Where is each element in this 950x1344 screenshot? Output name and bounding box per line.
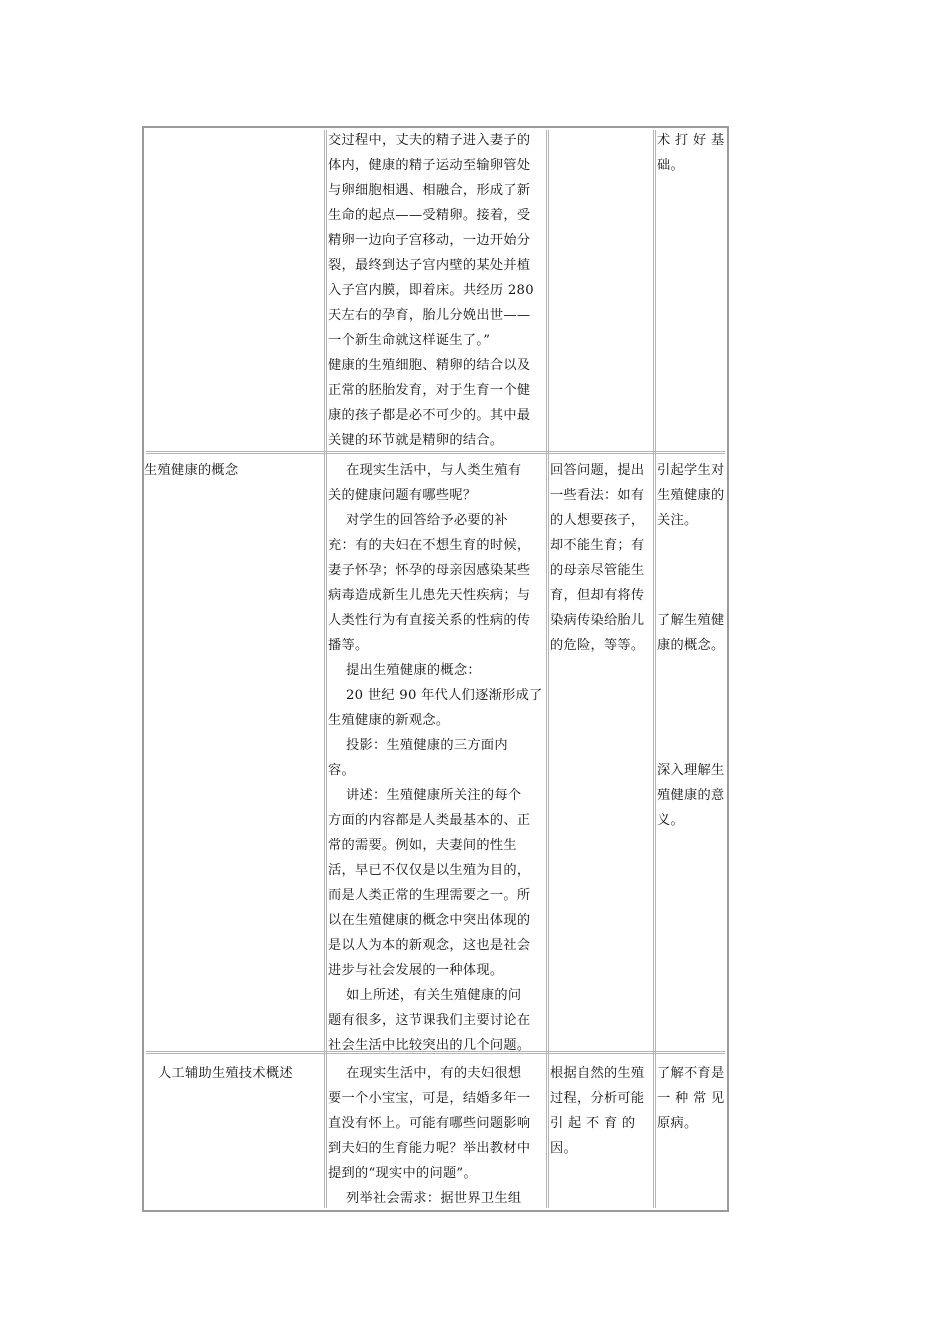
column-divider	[324, 130, 327, 1208]
content-cell	[326, 128, 548, 453]
intent-text: 了解不育是 一 种 常 见 原病。	[657, 1066, 725, 1131]
row-divider	[146, 1051, 725, 1054]
content-cell	[326, 1053, 548, 1212]
intent-text: 引起学生对 生殖健康的 关注。 了解生殖健 康的概念。 深入理解生 殖健康的意 义。	[657, 463, 725, 828]
content-cell	[326, 453, 548, 1053]
content-text: 交过程中，丈夫的精子进入妻子的 体内，健康的精子运动至输卵管处 与卵细胞相遇、相融合，形成了新 生命的起点——受精卵。接着，受 精卵一边向子宫移动，一边开始分 裂，最终到达子宫内壁的某处并植 入子宫内膜，即着床。共经历 280 天左右的孕育，胎儿分娩出世—— 一个新生命就这样诞生了。” 健康的生殖细胞、精卵的结合以及 正常的胚胎发育，对于生育一个健 康的孩子都是必不可少的。其中最 关键的环节就是精卵的结合。	[328, 133, 534, 448]
student-activity-cell	[548, 453, 655, 1053]
content-text: 在现实生活中，与人类生殖有 关的健康问题有哪些呢？ 对学生的回答给予必要的补 充：有的夫妇在不想生育的时候， 妻子怀孕；怀孕的母亲因感染某些 病毒造成新生儿患先天性疾病；与 人类性行为有直接关系的性病的传 播等。 提出生殖健康的概念： 20 世纪 90 年代人们逐渐形成了 生殖健康的新观念。 投影：生殖健康的三方面内 容。 讲述：生殖健康所关注的每个 方面的内容都是人类最基本的、正 常的需要。例如，夫妻间的性生 活，早已不仅仅是以生殖为目的， 而是人类正常的生理需要之一。所 以在生殖健康的概念中突出体现的 是以人为本的新观念，这也是社会 进步与社会发展的一种体现。 如上所述，有关生殖健康的问 题有很多，这节课我们主要讨论在 社会生活中比较突出的几个问题。	[328, 463, 543, 1053]
topic-cell	[144, 1053, 326, 1212]
column-divider	[546, 130, 549, 1208]
intent-text: 术 打 好 基 础。	[657, 133, 725, 173]
intent-cell	[655, 128, 729, 453]
table-row	[144, 453, 727, 1053]
topic-text: 人工辅助生殖技术概述	[158, 1066, 293, 1081]
column-divider	[653, 130, 656, 1208]
table-row	[144, 1053, 727, 1212]
content-text: 在现实生活中，有的夫妇很想 要一个小宝宝，可是，结婚多年一 直没有怀上。可能有哪些问题影响 到夫妇的生育能力呢？举出教材中 提到的“现实中的问题”。 列举社会需求：据世界卫生组	[328, 1066, 531, 1206]
topic-cell	[144, 128, 326, 453]
student-activity-cell	[548, 128, 655, 453]
topic-text: 生殖健康的概念	[144, 463, 239, 478]
student-activity-cell	[548, 1053, 655, 1212]
row-divider	[146, 451, 725, 454]
student-activity-text: 根据自然的生殖 过程，分析可能 引 起 不 育 的 因。	[550, 1066, 645, 1156]
intent-cell	[655, 1053, 729, 1212]
topic-cell	[144, 453, 326, 1053]
student-activity-text: 回答问题，提出 一些看法：如有 的人想要孩子， 却不能生育；有 的母亲尽管能生 育，但却有将传 染病传染给胎儿 的危险，等等。	[550, 463, 645, 653]
table-row	[144, 128, 727, 453]
lesson-plan-table	[142, 126, 729, 1212]
intent-cell	[655, 453, 729, 1053]
